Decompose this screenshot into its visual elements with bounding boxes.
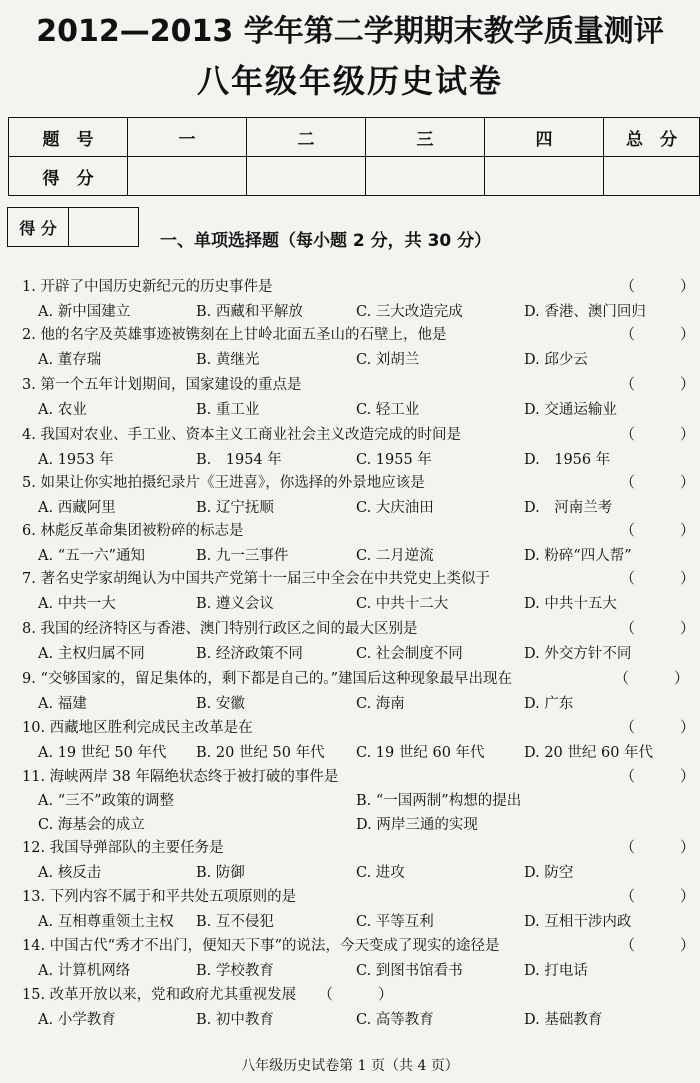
question-stem: 11. 海峡两岸 38 年隔绝状态终于被打破的事件是 xyxy=(22,769,339,785)
question-option[interactable]: C. 到图书馆看书 xyxy=(356,963,463,979)
question-stem: 4. 我国对农业、手工业、资本主义工商业社会主义改造完成的时间是 xyxy=(22,427,461,443)
question-stem: 14. 中国古代“秀才不出门，便知天下事”的说法，今天变成了现实的途径是 xyxy=(22,938,500,954)
question-option[interactable]: D. 互相干涉内政 xyxy=(524,914,632,930)
exam-title-line1: 2012—2013 学年第二学期期末教学质量测评 xyxy=(36,14,664,49)
question-option[interactable]: D. 香港、澳门回归 xyxy=(524,304,646,320)
question-option[interactable]: B. 20 世纪 50 年代 xyxy=(196,745,325,761)
exam-title-line2: 八年级年级历史试卷 xyxy=(196,62,503,100)
question-option[interactable]: C. 二月逆流 xyxy=(356,548,434,564)
question-option[interactable]: D. 交通运输业 xyxy=(524,402,617,418)
answer-blank[interactable]: （ ） xyxy=(620,277,696,295)
question-option[interactable]: D. 20 世纪 60 年代 xyxy=(524,745,654,761)
question-option[interactable]: A. 互相尊重领土主权 xyxy=(38,914,174,930)
question-option[interactable]: C. 中共十二大 xyxy=(356,596,449,612)
question-option[interactable]: C. 大庆油田 xyxy=(356,500,434,516)
question-option[interactable]: B. 防御 xyxy=(196,865,245,881)
question-option[interactable]: C. 平等互利 xyxy=(356,914,434,930)
question-option[interactable]: B. 1954 年 xyxy=(196,452,282,468)
score-cell[interactable] xyxy=(604,157,700,196)
question-option[interactable]: D. 两岸三通的实现 xyxy=(356,817,478,833)
question-option[interactable]: C. 轻工业 xyxy=(356,402,420,418)
question-option[interactable]: A. “五一六”通知 xyxy=(38,548,146,564)
question-option[interactable]: D. 基础教育 xyxy=(524,1012,603,1028)
section-score-box xyxy=(7,207,139,247)
question-option[interactable]: A. 中共一大 xyxy=(38,596,116,612)
section-score-label: 得 分 xyxy=(8,208,69,246)
page-footer: 八年级历史试卷第 1 页（共 4 页） xyxy=(241,1058,459,1074)
question-option[interactable]: D. 外交方针不同 xyxy=(524,646,632,662)
score-table-header-row xyxy=(9,118,700,157)
question-stem: 9. “交够国家的，留足集体的，剩下都是自己的。”建国后这种现象最早出现在 xyxy=(22,671,513,687)
question-option[interactable]: C. 19 世纪 60 年代 xyxy=(356,745,485,761)
answer-blank[interactable]: （ ） xyxy=(620,718,696,736)
question-option[interactable]: D. 广东 xyxy=(524,696,574,712)
question-stem: 1. 开辟了中国历史新纪元的历史事件是 xyxy=(22,279,273,295)
question-option[interactable]: B. 重工业 xyxy=(196,402,260,418)
question-option[interactable]: A. 董存瑞 xyxy=(38,352,102,368)
question-option[interactable]: B. 九一三事件 xyxy=(196,548,289,564)
question-option[interactable]: B. 安徽 xyxy=(196,696,245,712)
question-option[interactable]: C. 海南 xyxy=(356,696,405,712)
question-option[interactable]: B. 互不侵犯 xyxy=(196,914,274,930)
question-stem: 12. 我国导弹部队的主要任务是 xyxy=(22,840,224,856)
question-option[interactable]: A. 西藏阿里 xyxy=(38,500,116,516)
score-cell[interactable] xyxy=(485,157,604,196)
answer-blank[interactable]: （ ） xyxy=(620,375,696,393)
question-option[interactable]: A. 1953 年 xyxy=(38,452,114,468)
question-option[interactable]: B. 经济政策不同 xyxy=(196,646,303,662)
question-option[interactable]: D. 防空 xyxy=(524,865,574,881)
question-option[interactable]: A. 主权归属不同 xyxy=(38,646,145,662)
question-option[interactable]: B. 学校教育 xyxy=(196,963,274,979)
answer-blank[interactable]: （ ） xyxy=(620,767,696,785)
score-header-cell: 一 xyxy=(128,118,247,157)
question-stem: 3. 第一个五年计划期间，国家建设的重点是 xyxy=(22,377,302,393)
question-option[interactable]: A. 小学教育 xyxy=(38,1012,116,1028)
answer-blank[interactable]: （ ） xyxy=(620,521,696,539)
question-option[interactable]: D. 中共十五大 xyxy=(524,596,617,612)
question-option[interactable]: D. 打电话 xyxy=(524,963,588,979)
score-row-label: 得 分 xyxy=(9,157,128,196)
answer-blank[interactable]: （ ） xyxy=(620,838,696,856)
question-stem: 7. 著名史学家胡绳认为中国共产党第十一届三中全会在中共党史上类似于 xyxy=(22,571,490,587)
score-table-score-row xyxy=(9,157,700,196)
answer-blank[interactable]: （ ） xyxy=(318,985,394,1003)
score-table xyxy=(8,117,700,196)
question-option[interactable]: B. 初中教育 xyxy=(196,1012,274,1028)
question-stem: 2. 他的名字及英雄事迹被镌刻在上甘岭北面五圣山的石壁上，他是 xyxy=(22,327,447,343)
question-stem: 15. 改革开放以来，党和政府尤其重视发展 xyxy=(22,987,297,1003)
score-header-cell: 题 号 xyxy=(9,118,128,157)
question-option[interactable]: C. 1955 年 xyxy=(356,452,432,468)
question-option[interactable]: B. 遵义会议 xyxy=(196,596,274,612)
answer-blank[interactable]: （ ） xyxy=(620,619,696,637)
question-option[interactable]: C. 社会制度不同 xyxy=(356,646,463,662)
section-title: 一、单项选择题（每小题 2 分，共 30 分） xyxy=(160,231,492,251)
answer-blank[interactable]: （ ） xyxy=(620,325,696,343)
question-option[interactable]: A. “三不”政策的调整 xyxy=(38,793,175,809)
question-stem: 10. 西藏地区胜利完成民主改革是在 xyxy=(22,720,253,736)
question-option[interactable]: D. 河南兰考 xyxy=(524,500,613,516)
section-score-cell[interactable] xyxy=(69,208,138,246)
question-option[interactable]: C. 刘胡兰 xyxy=(356,352,420,368)
question-option[interactable]: B. “一国两制”构想的提出 xyxy=(356,793,522,809)
answer-blank[interactable]: （ ） xyxy=(620,887,696,905)
question-stem: 6. 林彪反革命集团被粉碎的标志是 xyxy=(22,523,244,539)
question-option[interactable]: C. 高等教育 xyxy=(356,1012,434,1028)
question-option[interactable]: D. 粉碎“四人帮” xyxy=(524,548,632,564)
question-option[interactable]: A. 核反击 xyxy=(38,865,102,881)
score-header-cell: 二 xyxy=(247,118,366,157)
question-option[interactable]: A. 新中国建立 xyxy=(38,304,131,320)
answer-blank[interactable]: （ ） xyxy=(620,936,696,954)
score-cell[interactable] xyxy=(128,157,247,196)
answer-blank[interactable]: （ ） xyxy=(614,669,690,687)
question-option[interactable]: A. 农业 xyxy=(38,402,87,418)
question-stem: 8. 我国的经济特区与香港、澳门特别行政区之间的最大区别是 xyxy=(22,621,418,637)
question-stem: 13. 下列内容不属于和平共处五项原则的是 xyxy=(22,889,297,905)
answer-blank[interactable]: （ ） xyxy=(620,569,696,587)
question-stem: 5. 如果让你实地拍摄纪录片《王进喜》，你选择的外景地应该是 xyxy=(22,475,425,491)
answer-blank[interactable]: （ ） xyxy=(620,473,696,491)
question-option[interactable]: B. 西藏和平解放 xyxy=(196,304,303,320)
score-header-cell: 三 xyxy=(366,118,485,157)
question-option[interactable]: B. 黄继光 xyxy=(196,352,260,368)
question-option[interactable]: D. 邱少云 xyxy=(524,352,588,368)
question-option[interactable]: C. 三大改造完成 xyxy=(356,304,463,320)
answer-blank[interactable]: （ ） xyxy=(620,425,696,443)
score-cell[interactable] xyxy=(366,157,485,196)
question-option[interactable]: C. 海基会的成立 xyxy=(38,817,145,833)
question-option[interactable]: D. 1956 年 xyxy=(524,452,611,468)
question-option[interactable]: A. 福建 xyxy=(38,696,87,712)
score-cell[interactable] xyxy=(247,157,366,196)
score-header-cell: 总 分 xyxy=(604,118,700,157)
question-option[interactable]: A. 计算机网络 xyxy=(38,963,131,979)
score-header-cell: 四 xyxy=(485,118,604,157)
question-option[interactable]: C. 进攻 xyxy=(356,865,405,881)
question-option[interactable]: A. 19 世纪 50 年代 xyxy=(38,745,167,761)
question-option[interactable]: B. 辽宁抚顺 xyxy=(196,500,274,516)
